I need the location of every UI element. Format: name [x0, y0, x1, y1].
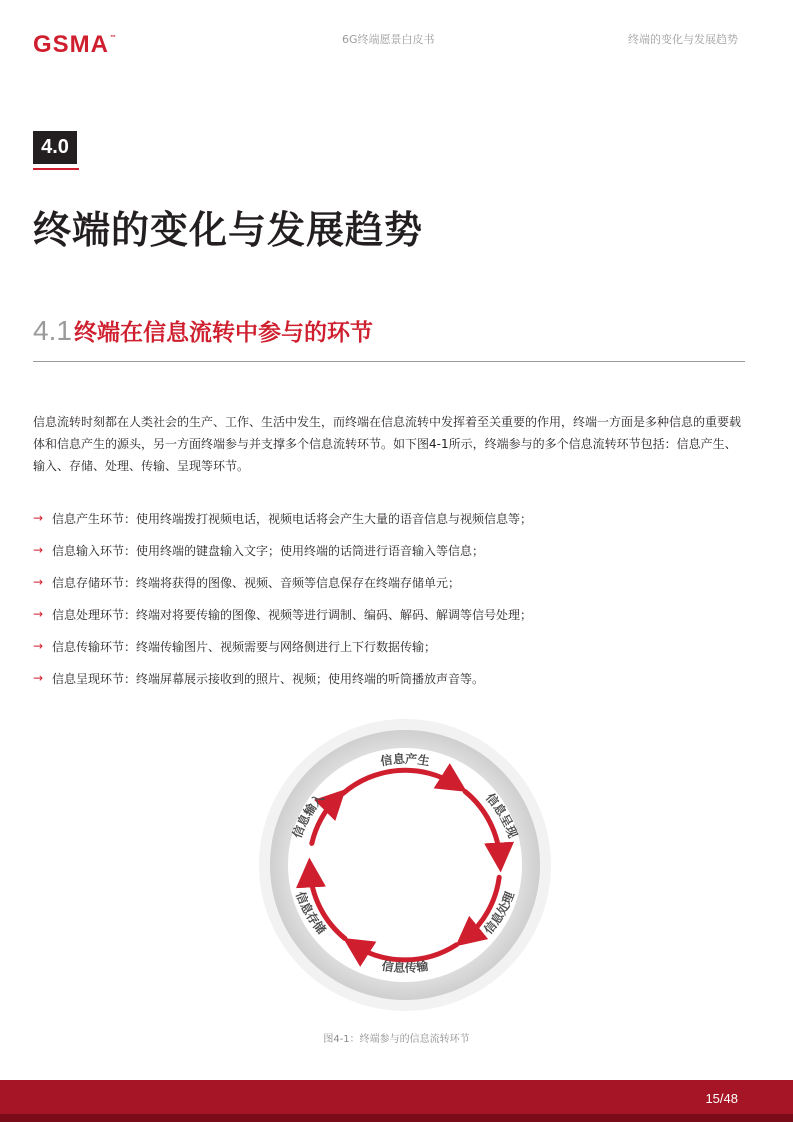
stage-label-bottom-left: 信息存储 [293, 889, 329, 937]
information-flow-diagram [250, 715, 560, 1015]
list-item [33, 598, 532, 630]
arrow-right-icon: → [33, 511, 44, 525]
stage-label-bottom-right: 信息处理 [481, 889, 517, 937]
diagram-inner-disc [288, 748, 522, 982]
footer-bar [0, 1080, 793, 1114]
section-number-badge: 4.0 [33, 131, 77, 164]
list-item [33, 502, 532, 534]
list-item [33, 662, 532, 694]
footer-bottom-band [0, 1114, 793, 1122]
subsection-title: 终端在信息流转中参与的环节 [73, 320, 373, 346]
list-item [33, 534, 532, 566]
list-item-text: 信息存储环节：终端将获得的图像、视频、音频等信息保存在终端存储单元； [52, 575, 461, 590]
page-title: 终端的变化与发展趋势 [33, 208, 424, 252]
list-item [33, 566, 532, 598]
list-item-text: 信息呈现环节：终端屏幕展示接收到的照片、视频；使用终端的听筒播放声音等。 [52, 671, 485, 686]
list-item-text: 信息传输环节：终端传输图片、视频需要与网络侧进行上下行数据传输； [52, 639, 437, 654]
list-item-text: 信息输入环节：使用终端的键盘输入文字；使用终端的话筒进行语音输入等信息； [52, 543, 485, 558]
stage-label-top: 信息产生 [379, 751, 431, 769]
list-item-text: 信息处理环节：终端对将要传输的图像、视频等进行调制、编码、解码、解调等信号处理； [52, 607, 533, 622]
page-number: 15/48 [705, 1091, 738, 1106]
section-badge-underline [33, 168, 79, 170]
arrow-right-icon: → [33, 543, 44, 557]
list-item [33, 630, 532, 662]
arrow-right-icon: → [33, 607, 44, 621]
arrow-right-icon: → [33, 671, 44, 685]
header-section-title: 终端的变化与发展趋势 [628, 33, 738, 46]
section-divider [33, 361, 745, 362]
gsma-logo: GSMA™ [33, 31, 117, 58]
stage-list [33, 502, 532, 694]
subsection-number: 4.1 [33, 315, 72, 346]
list-item-text: 信息产生环节：使用终端拨打视频电话，视频电话将会产生大量的语音信息与视频信息等； [52, 511, 533, 526]
stage-label-bottom: 信息传输 [380, 958, 430, 976]
arrow-right-icon: → [33, 639, 44, 653]
intro-paragraph: 信息流转时刻都在人类社会的生产、工作、生活中发生，而终端在信息流转中发挥着至关重要的作用，终端一方面是多种信息的重要载体和信息产生的源头，另一方面终端参与并支撑多个信息流转环节。如下图4-1所示，终端参与的多个信息流转环节包括：信息产生、输入、存储、处理、传输、呈现等环节。 [33, 415, 742, 473]
figure-caption: 图4-1：终端参与的信息流转环节 [323, 1034, 470, 1045]
stage-label-top-right: 信息呈现 [483, 790, 520, 840]
stage-label-top-left: 信息输入 [290, 790, 327, 840]
header-doc-title: 6G终端愿景白皮书 [342, 33, 435, 46]
subsection-heading [33, 314, 373, 347]
arrow-right-icon: → [33, 575, 44, 589]
